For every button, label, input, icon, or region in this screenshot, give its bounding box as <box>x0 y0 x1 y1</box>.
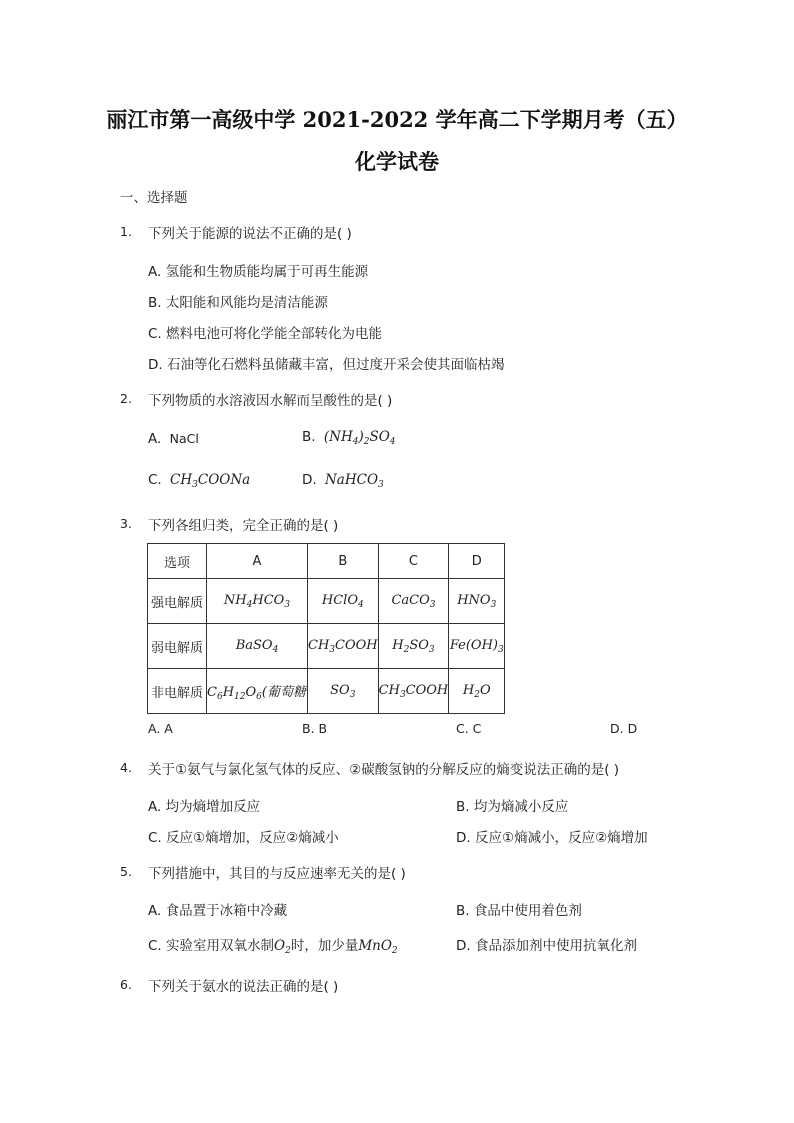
q2-option-c <box>148 472 250 490</box>
table-header-cell: A <box>207 544 308 579</box>
table-cell: $Fe(OH)_3$ <box>449 624 505 669</box>
table-row <box>148 624 505 669</box>
q2-option-c-label: C. <box>148 472 162 488</box>
q5-option-b: B. 食品中使用着色剂 <box>456 903 582 919</box>
q4-number: 4. <box>120 760 132 775</box>
q2-option-b <box>302 429 396 447</box>
table-header-cell: D <box>449 544 505 579</box>
q2-option-b-formula: $(NH_4)_2SO_4$ <box>323 429 396 447</box>
q3-stem: 下列各组归类，完全正确的是( ) <box>148 518 339 534</box>
q2-option-a-text: NaCl <box>169 431 199 446</box>
table-row <box>148 669 505 714</box>
q5-option-c-prefix: C. 实验室用双氧水制 <box>148 938 275 954</box>
table-cell: $C_6H_{12}O_6$(葡萄糖 <box>207 669 308 714</box>
q4-option-b: B. 均为熵减小反应 <box>456 799 569 815</box>
q3-option-a: A. A <box>148 721 173 736</box>
table-cell: HClO$_4$ <box>308 579 379 624</box>
classification-table <box>147 543 505 714</box>
q5-option-c-mid: 时，加少量 <box>290 938 359 954</box>
q3-option-c: C. C <box>456 721 482 736</box>
table-cell: $H_2SO_3$ <box>378 624 449 669</box>
table-cell: $CH_3COOH$ <box>378 669 449 714</box>
q1-option-d: D. 石油等化石燃料虽储藏丰富，但过度开采会使其面临枯竭 <box>148 357 505 373</box>
q2-option-d-label: D. <box>302 472 317 488</box>
q1-option-b: B. 太阳能和风能均是清洁能源 <box>148 295 328 311</box>
q6-number: 6. <box>120 977 132 992</box>
q1-stem: 下列关于能源的说法不正确的是( ) <box>148 226 352 242</box>
exam-title: 丽江市第一高级中学 2021-2022 学年高二下学期月考（五） <box>106 107 688 132</box>
q2-stem: 下列物质的水溶液因水解而呈酸性的是( ) <box>148 393 393 409</box>
q1-number: 1. <box>120 224 132 239</box>
q4-option-d: D. 反应①熵减小，反应②熵增加 <box>456 830 648 846</box>
q5-number: 5. <box>120 864 132 879</box>
table-header-cell: C <box>378 544 449 579</box>
table-header-cell: 选项 <box>148 544 207 579</box>
q4-option-a: A. 均为熵增加反应 <box>148 799 261 815</box>
q6-stem: 下列关于氨水的说法正确的是( ) <box>148 979 339 995</box>
q5-mno2-formula: MnO$_2$ <box>358 938 398 956</box>
table-row-label: 非电解质 <box>148 669 207 714</box>
q4-option-c: C. 反应①熵增加，反应②熵减小 <box>148 830 339 846</box>
table-cell: $CH_3COOH$ <box>308 624 379 669</box>
table-cell: $HNO_3$ <box>449 579 505 624</box>
table-row-label: 强电解质 <box>148 579 207 624</box>
q2-option-d-formula: NaHCO$_3$ <box>324 472 384 490</box>
q2-number: 2. <box>120 391 132 406</box>
q2-option-a-label: A. <box>148 431 162 447</box>
q3-number: 3. <box>120 516 132 531</box>
q2-option-a <box>148 431 199 447</box>
q1-option-c: C. 燃料电池可将化学能全部转化为电能 <box>148 326 383 342</box>
q5-option-d: D. 食品添加剂中使用抗氧化剂 <box>456 938 637 954</box>
q2-option-d <box>302 472 384 490</box>
table-header-row <box>148 544 505 579</box>
table-header-cell: B <box>308 544 379 579</box>
table-cell: $NH_4HCO_3$ <box>207 579 308 624</box>
table-cell: $SO_3$ <box>308 669 379 714</box>
q3-option-b: B. B <box>302 721 328 736</box>
table-row <box>148 579 505 624</box>
table-cell: BaSO$_4$ <box>207 624 308 669</box>
q5-oxygen-formula: $O_2$ <box>274 938 291 956</box>
q1-option-a: A. 氢能和生物质能均属于可再生能源 <box>148 264 369 280</box>
q3-option-d: D. D <box>610 721 638 736</box>
q4-stem: 关于①氨气与氯化氢气体的反应、②碳酸氢钠的分解反应的熵变说法正确的是( ) <box>148 762 620 778</box>
q5-option-a: A. 食品置于冰箱中冷藏 <box>148 903 288 919</box>
q2-option-c-formula: $CH_3COONa$ <box>170 472 251 490</box>
table-cell: CaCO$_3$ <box>378 579 449 624</box>
q5-option-c <box>148 934 398 956</box>
table-cell: $H_2O$ <box>449 669 505 714</box>
q5-stem: 下列措施中，其目的与反应速率无关的是( ) <box>148 866 406 882</box>
exam-subject: 化学试卷 <box>355 149 439 174</box>
table-row-label: 弱电解质 <box>148 624 207 669</box>
section-heading: 一、选择题 <box>120 190 188 206</box>
q2-option-b-label: B. <box>302 429 316 445</box>
